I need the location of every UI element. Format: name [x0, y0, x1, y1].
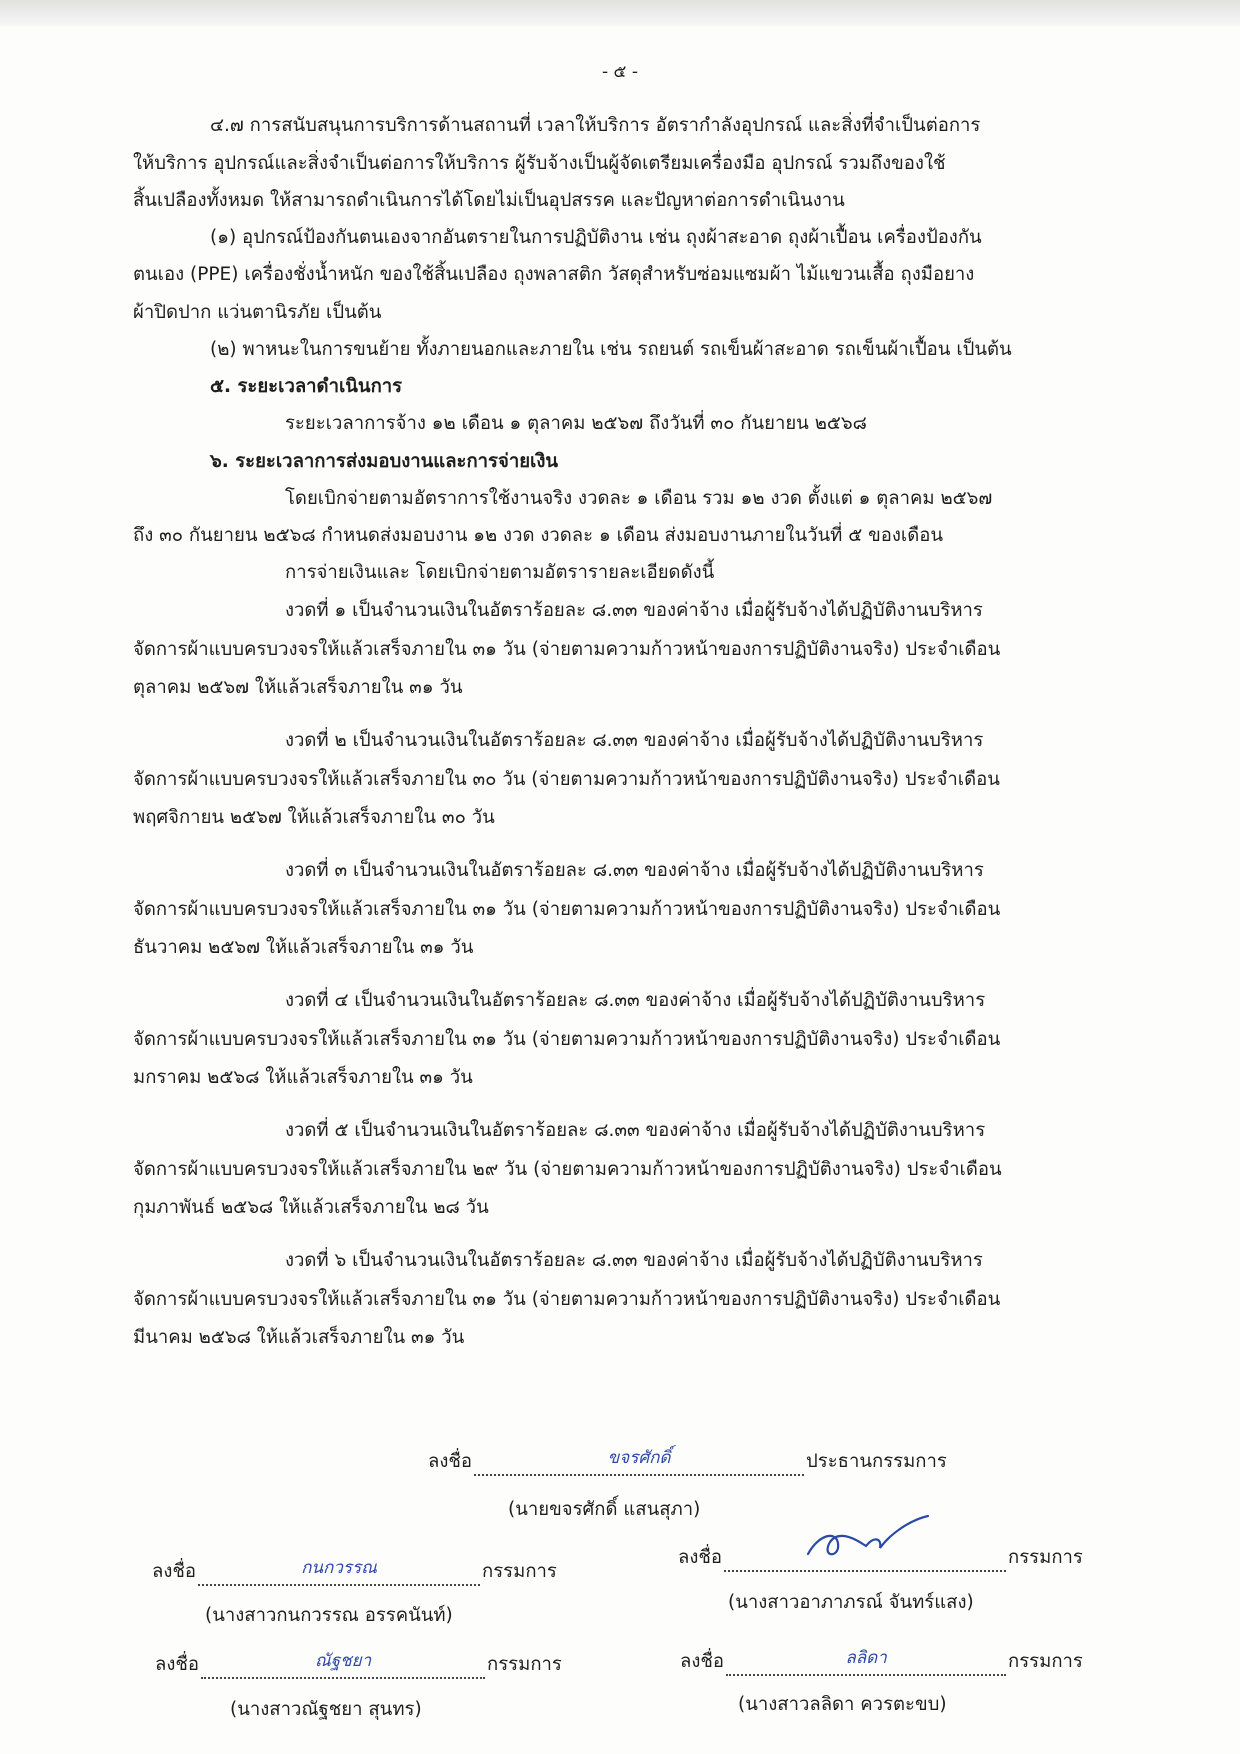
signature-role: กรรมการ: [1008, 1651, 1083, 1672]
installment-line: งวดที่ ๔ เป็นจำนวนเงินในอัตราร้อยละ ๘.๓๓ ของค่าจ้าง เมื่อผู้รับจ้างได้ปฏิบัติงานบริหาร: [285, 990, 986, 1011]
signature-line-member-4: [680, 1647, 1083, 1676]
signature-field: [198, 1558, 480, 1586]
signature-role: กรรมการ: [1008, 1547, 1083, 1568]
text-line: จัดการผ้าแบบครบวงจรให้แล้วเสร็จภายใน ๓๑ วัน (จ่ายตามความก้าวหน้าของการปฏิบัติงานจริง) ประจำเดือน: [133, 639, 1001, 660]
installment-line: งวดที่ ๕ เป็นจำนวนเงินในอัตราร้อยละ ๘.๓๓ ของค่าจ้าง เมื่อผู้รับจ้างได้ปฏิบัติงานบริหาร: [285, 1120, 986, 1141]
signature-role: ประธานกรรมการ: [806, 1451, 947, 1472]
text-line: ผ้าปิดปาก แว่นตานิรภัย เป็นต้น: [133, 302, 382, 323]
signature-field: [201, 1651, 485, 1679]
text-line: พฤศจิกายน ๒๕๖๗ ให้แล้วเสร็จภายใน ๓๐ วัน: [133, 807, 495, 828]
installment-line: งวดที่ ๑ เป็นจำนวนเงินในอัตราร้อยละ ๘.๓๓ ของค่าจ้าง เมื่อผู้รับจ้างได้ปฏิบัติงานบริหาร: [285, 600, 983, 621]
section-heading: ๕. ระยะเวลาดำเนินการ: [210, 376, 403, 397]
sign-label: ลงชื่อ: [155, 1654, 200, 1675]
handwritten-signature: กนกวรรณ: [301, 1558, 377, 1578]
installment-line: งวดที่ ๓ เป็นจำนวนเงินในอัตราร้อยละ ๘.๓๓ ของค่าจ้าง เมื่อผู้รับจ้างได้ปฏิบัติงานบริหาร: [285, 860, 984, 881]
text-line: ตนเอง (PPE) เครื่องชั่งน้ำหนัก ของใช้สิ้นเปลือง ถุงพลาสติก วัสดุสำหรับซ่อมแซมผ้า ไม้แขวนเสื้อ ถุงมือยาง: [133, 264, 975, 285]
sign-label: ลงชื่อ: [152, 1561, 197, 1582]
signer-name-member-2: (นางสาวอาภาภรณ์ จันทร์แสง): [728, 1592, 974, 1613]
text-line: กุมภาพันธ์ ๒๕๖๘ ให้แล้วเสร็จภายใน ๒๘ วัน: [133, 1197, 489, 1218]
signature-line-chair: [428, 1447, 947, 1476]
text-line: (๑) อุปกรณ์ป้องกันตนเองจากอันตรายในการปฏิบัติงาน เช่น ถุงผ้าสะอาด ถุงผ้าเปื้อน เครื่องป้องกัน: [210, 227, 982, 248]
text-line: สิ้นเปลืองทั้งหมด ให้สามารถดำเนินการได้โดยไม่เป็นอุปสรรค และปัญหาต่อการดำเนินงาน: [133, 190, 845, 211]
page-number: - ๕ -: [602, 62, 638, 82]
text-line: มกราคม ๒๕๖๘ ให้แล้วเสร็จภายใน ๓๑ วัน: [133, 1067, 473, 1088]
signer-name-member-4: (นางสาวลลิดา ควรตะขบ): [738, 1694, 947, 1715]
signature-field: [726, 1648, 1006, 1676]
signer-name-chair: (นายขจรศักดิ์ แสนสุภา): [508, 1499, 701, 1520]
sign-label: ลงชื่อ: [678, 1547, 723, 1568]
signer-name-member-3: (นางสาวณัฐชยา สุนทร): [230, 1699, 422, 1720]
signature-line-member-1: [152, 1557, 557, 1586]
text-line: จัดการผ้าแบบครบวงจรให้แล้วเสร็จภายใน ๓๐ วัน (จ่ายตามความก้าวหน้าของการปฏิบัติงานจริง) ประจำเดือน: [133, 769, 1000, 790]
text-line: จัดการผ้าแบบครบวงจรให้แล้วเสร็จภายใน ๒๙ วัน (จ่ายตามความก้าวหน้าของการปฏิบัติงานจริง) ประจำเดือน: [133, 1159, 1002, 1180]
text-line: ถึง ๓๐ กันยายน ๒๕๖๘ กำหนดส่งมอบงาน ๑๒ งวด งวดละ ๑ เดือน ส่งมอบงานภายในวันที่ ๕ ของเดือน: [133, 525, 943, 546]
handwritten-signature: ขจรศักดิ์: [607, 1448, 671, 1468]
text-line: จัดการผ้าแบบครบวงจรให้แล้วเสร็จภายใน ๓๑ วัน (จ่ายตามความก้าวหน้าของการปฏิบัติงานจริง) ประจำเดือน: [133, 1289, 1001, 1310]
text-line: ระยะเวลาการจ้าง ๑๒ เดือน ๑ ตุลาคม ๒๕๖๗ ถึงวันที่ ๓๐ กันยายน ๒๕๖๘: [285, 413, 867, 434]
signature-line-member-3: [155, 1650, 562, 1679]
installment-line: งวดที่ ๒ เป็นจำนวนเงินในอัตราร้อยละ ๘.๓๓ ของค่าจ้าง เมื่อผู้รับจ้างได้ปฏิบัติงานบริหาร: [285, 730, 984, 751]
sign-label: ลงชื่อ: [428, 1451, 473, 1472]
signature-role: กรรมการ: [487, 1654, 562, 1675]
text-line: จัดการผ้าแบบครบวงจรให้แล้วเสร็จภายใน ๓๑ วัน (จ่ายตามความก้าวหน้าของการปฏิบัติงานจริง) ประจำเดือน: [133, 1029, 1001, 1050]
handwritten-signature: ณัฐชยา: [314, 1651, 372, 1671]
installment-line: งวดที่ ๖ เป็นจำนวนเงินในอัตราร้อยละ ๘.๓๓ ของค่าจ้าง เมื่อผู้รับจ้างได้ปฏิบัติงานบริหาร: [285, 1250, 983, 1271]
text-line: จัดการผ้าแบบครบวงจรให้แล้วเสร็จภายใน ๓๑ วัน (จ่ายตามความก้าวหน้าของการปฏิบัติงานจริง) ประจำเดือน: [133, 899, 1001, 920]
scan-top-edge: [0, 0, 1240, 26]
text-line: ให้บริการ อุปกรณ์และสิ่งจำเป็นต่อการให้บริการ ผู้รับจ้างเป็นผู้จัดเตรียมเครื่องมือ อุปกรณ์ รวมถึงของใช้: [133, 153, 946, 174]
signer-name-member-1: (นางสาวกนกวรรณ อรรคนันท์): [205, 1605, 453, 1626]
handwritten-signature: ลลิดา: [845, 1648, 887, 1668]
text-line: ตุลาคม ๒๕๖๗ ให้แล้วเสร็จภายใน ๓๑ วัน: [133, 677, 463, 698]
signature-role: กรรมการ: [482, 1561, 557, 1582]
section-heading: ๖. ระยะเวลาการส่งมอบงานและการจ่ายเงิน: [210, 451, 559, 472]
text-line: มีนาคม ๒๕๖๘ ให้แล้วเสร็จภายใน ๓๑ วัน: [133, 1327, 465, 1348]
text-line: ๔.๗ การสนับสนุนการบริการด้านสถานที่ เวลาให้บริการ อัตรากำลังอุปกรณ์ และสิ่งที่จำเป็นต่อการ: [210, 115, 981, 136]
sign-label: ลงชื่อ: [680, 1651, 725, 1672]
text-line: (๒) พาหนะในการขนย้าย ทั้งภายนอกและภายใน เช่น รถยนต์ รถเข็นผ้าสะอาด รถเข็นผ้าเปื้อน เป็นต้น: [210, 339, 1012, 360]
signature-field: [474, 1448, 804, 1476]
text-line: โดยเบิกจ่ายตามอัตราการใช้งานจริง งวดละ ๑ เดือน รวม ๑๒ งวด ตั้งแต่ ๑ ตุลาคม ๒๕๖๗: [285, 488, 993, 509]
text-line: การจ่ายเงินและ โดยเบิกจ่ายตามอัตรารายละเอียดดังนี้: [285, 562, 715, 583]
handwritten-signature-scribble: [800, 1512, 940, 1562]
text-line: ธันวาคม ๒๕๖๗ ให้แล้วเสร็จภายใน ๓๑ วัน: [133, 937, 474, 958]
